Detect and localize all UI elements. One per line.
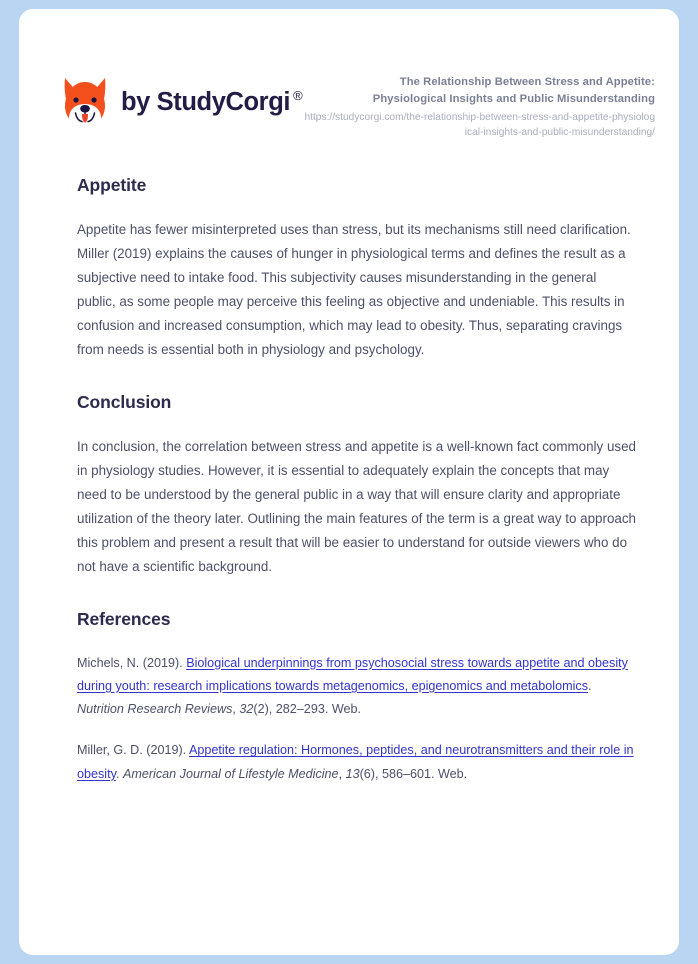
reference-author-year: Miller, G. D. (2019).: [77, 743, 189, 758]
document-body: [19, 175, 679, 786]
reference-link[interactable]: Biological underpinnings from psychosocial stress towards appetite and obesity during youth: research implications towards metagenomics, epigenomics and metabolomics: [77, 655, 628, 693]
reference-issue-pages: (6), 586–601. Web.: [359, 766, 468, 781]
reference-item: [77, 652, 637, 722]
section-conclusion: [77, 392, 637, 579]
registered-trademark-icon: ®: [293, 88, 303, 103]
reference-volume: 32: [239, 702, 254, 717]
brand-wordmark: [121, 88, 302, 117]
reference-link[interactable]: Appetite regulation: Hormones, peptides, and neurotransmitters and their role in obesity: [77, 743, 634, 781]
reference-list: [77, 652, 637, 786]
reference-separator: .: [115, 766, 123, 781]
section-appetite: [77, 175, 637, 362]
reference-item: [77, 739, 637, 786]
reference-separator: .: [588, 678, 592, 693]
reference-author-year: Michels, N. (2019).: [77, 655, 187, 670]
section-heading-references: References: [77, 608, 171, 629]
section-heading-appetite: Appetite: [77, 174, 147, 195]
brand-name-text: by StudyCorgi: [121, 87, 291, 116]
section-paragraph-appetite: Appetite has fewer misinterpreted uses than stress, but its mechanisms still need clarification. Miller (2019) explains the causes of hunger in physiological terms and defines the result as a subjective need to intake food. This subjectivity causes misunderstanding in the general public, as some people may perceive this feeling as objective and undeniable. This results in confusion and increased consumption, which may lead to obesity. Thus, separating cravings from needs is essential both in physiology and psychology.: [77, 221, 631, 357]
header-title-line-2: Physiological Insights and Public Misunderstanding: [372, 92, 655, 105]
corgi-logo-icon: [61, 76, 109, 128]
reference-journal: Nutrition Research Reviews: [77, 702, 233, 717]
reference-issue-pages: (2), 282–293. Web.: [253, 702, 361, 717]
brand-lockup: [61, 66, 302, 128]
section-references: [77, 609, 637, 786]
section-paragraph-conclusion: In conclusion, the correlation between stress and appetite is a well-known fact commonly used in physiology studies. However, it is essential to adequately explain the concepts that may need to be understood by the general public in a way that will ensure clarity and appropriate utilization of the theory later. Outlining the main features of the term is a great way to approach this problem and present a result that will be easier to understand for outside viewers who do not have a scientific background.: [77, 438, 636, 574]
document-header: [19, 9, 679, 141]
section-heading-conclusion: Conclusion: [77, 391, 172, 412]
document-page: [19, 9, 679, 955]
reference-volume: 13: [345, 766, 360, 781]
header-meta: [302, 66, 655, 141]
header-title-line-1: The Relationship Between Stress and Appetite:: [399, 76, 655, 88]
header-source-url: https://studycorgi.com/the-relationship-between-stress-and-appetite-physiological-insights-and-public-misunderstanding/: [304, 112, 655, 138]
reference-journal: American Journal of Lifestyle Medicine: [122, 766, 339, 781]
reference-journal-separator: ,: [232, 702, 240, 717]
reference-journal-separator: ,: [338, 766, 346, 781]
